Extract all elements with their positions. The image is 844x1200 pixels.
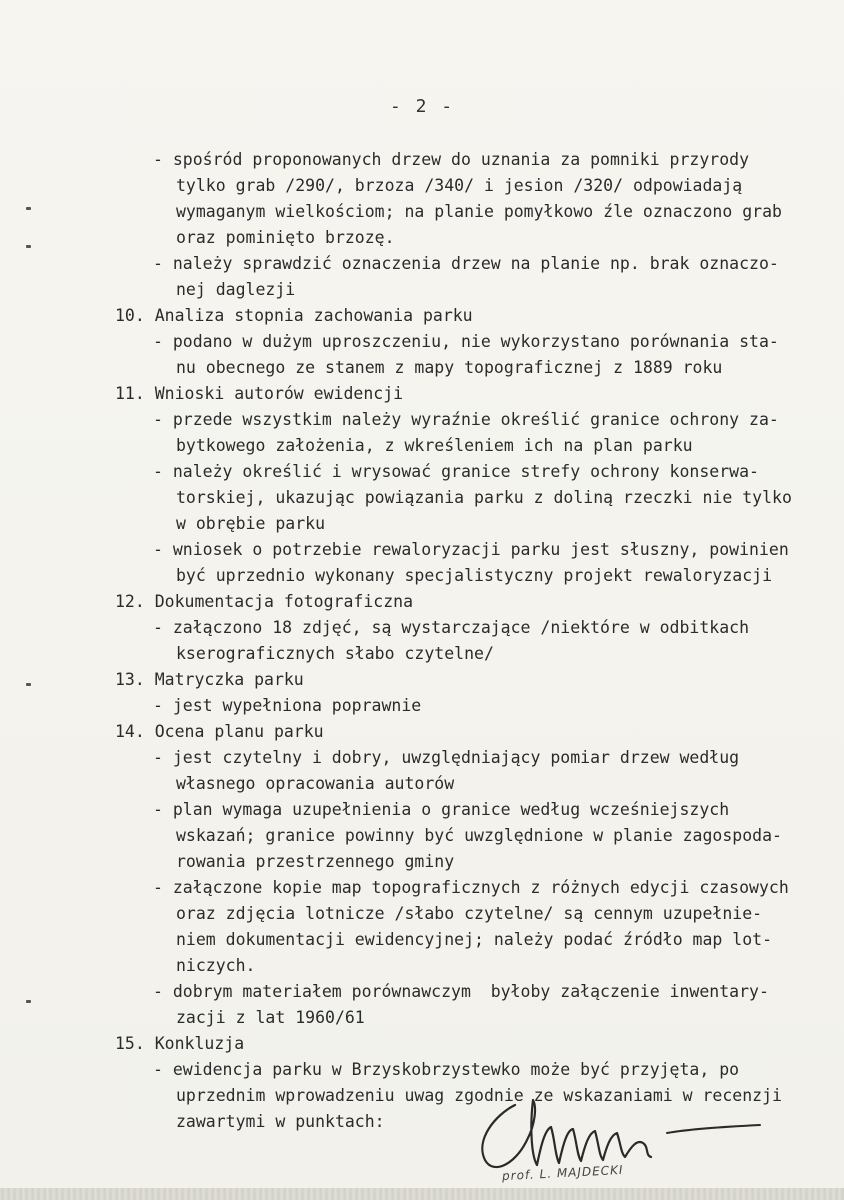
text-line: - wniosek o potrzebie rewaloryzacji parku jest słuszny, powinien bbox=[153, 540, 789, 559]
margin-mark bbox=[26, 683, 31, 686]
text-line: tylko grab /290/, brzoza /340/ i jesion /320/ odpowiadają bbox=[176, 176, 743, 195]
text-line: własnego opracowania autorów bbox=[176, 774, 455, 793]
text-line: rowania przestrzennego gminy bbox=[176, 852, 455, 871]
page-bottom-edge bbox=[0, 1188, 844, 1200]
text-line: - spośród proponowanych drzew do uznania za pomniki przyrody bbox=[153, 150, 750, 169]
text-line: zawartymi w punktach: bbox=[176, 1112, 385, 1131]
text-line: oraz pominięto brzozę. bbox=[176, 228, 395, 247]
text-line: bytkowego założenia, z wkreśleniem ich na plan parku bbox=[176, 436, 693, 455]
text-line: w obrębie parku bbox=[176, 514, 326, 533]
text-line: torskiej, ukazując powiązania parku z doliną rzeczki nie tylko bbox=[176, 488, 792, 507]
margin-mark bbox=[26, 1000, 31, 1003]
handwritten-signature bbox=[475, 1085, 775, 1180]
text-line: - jest wypełniona poprawnie bbox=[153, 696, 422, 715]
section-heading: 15. Konkluzja bbox=[115, 1034, 245, 1053]
text-line: niczych. bbox=[176, 956, 256, 975]
margin-mark bbox=[26, 207, 31, 210]
text-line: niem dokumentacji ewidencyjnej; należy podać źródło map lot- bbox=[176, 930, 773, 949]
page-number: - 2 - bbox=[389, 96, 455, 117]
text-line: - załączone kopie map topograficznych z różnych edycji czasowych bbox=[153, 878, 789, 897]
text-line: kserograficznych słabo czytelne/ bbox=[176, 644, 494, 663]
text-line: oraz zdjęcia lotnicze /słabo czytelne/ są cennym uzupełnie- bbox=[176, 904, 763, 923]
text-line: nej daglezji bbox=[176, 280, 296, 299]
section-heading: 10. Analiza stopnia zachowania parku bbox=[115, 306, 473, 325]
text-line: - przede wszystkim należy wyraźnie określić granice ochrony za- bbox=[153, 410, 779, 429]
text-line: nu obecnego ze stanem z mapy topograficznej z 1889 roku bbox=[176, 358, 723, 377]
text-line: - jest czytelny i dobry, uwzględniający pomiar drzew według bbox=[153, 748, 740, 767]
text-line: wskazań; granice powinny być uwzględnione w planie zagospoda- bbox=[176, 826, 782, 845]
text-line: - ewidencja parku w Brzyskobrzystewko może być przyjęta, po bbox=[153, 1060, 740, 1079]
margin-mark bbox=[26, 245, 31, 248]
section-heading: 14. Ocena planu parku bbox=[115, 722, 324, 741]
text-line: - plan wymaga uzupełnienia o granice według wcześniejszych bbox=[153, 800, 730, 819]
text-line: uprzednim wprowadzeniu uwag zgodnie ze wskazaniami w recenzji bbox=[176, 1086, 782, 1105]
text-line: - dobrym materiałem porównawczym byłoby załączenie inwentary- bbox=[153, 982, 769, 1001]
text-line: - należy określić i wrysować granice strefy ochrony konserwa- bbox=[153, 462, 759, 481]
text-line: - podano w dużym uproszczeniu, nie wykorzystano porównania sta- bbox=[153, 332, 779, 351]
section-heading: 11. Wnioski autorów ewidencji bbox=[115, 384, 404, 403]
text-line: zacji z lat 1960/61 bbox=[176, 1008, 365, 1027]
section-heading: 13. Matryczka parku bbox=[115, 670, 304, 689]
text-line: wymaganym wielkościom; na planie pomyłkowo źle oznaczono grab bbox=[176, 202, 782, 221]
signature-name-stamp: prof. L. MAJDECKI bbox=[501, 1162, 624, 1184]
text-line: - należy sprawdzić oznaczenia drzew na planie np. brak oznaczo- bbox=[153, 254, 779, 273]
text-line: być uprzednio wykonany specjalistyczny projekt rewaloryzacji bbox=[176, 566, 773, 585]
section-heading: 12. Dokumentacja fotograficzna bbox=[115, 592, 414, 611]
text-line: - załączono 18 zdjęć, są wystarczające /niektóre w odbitkach bbox=[153, 618, 750, 637]
